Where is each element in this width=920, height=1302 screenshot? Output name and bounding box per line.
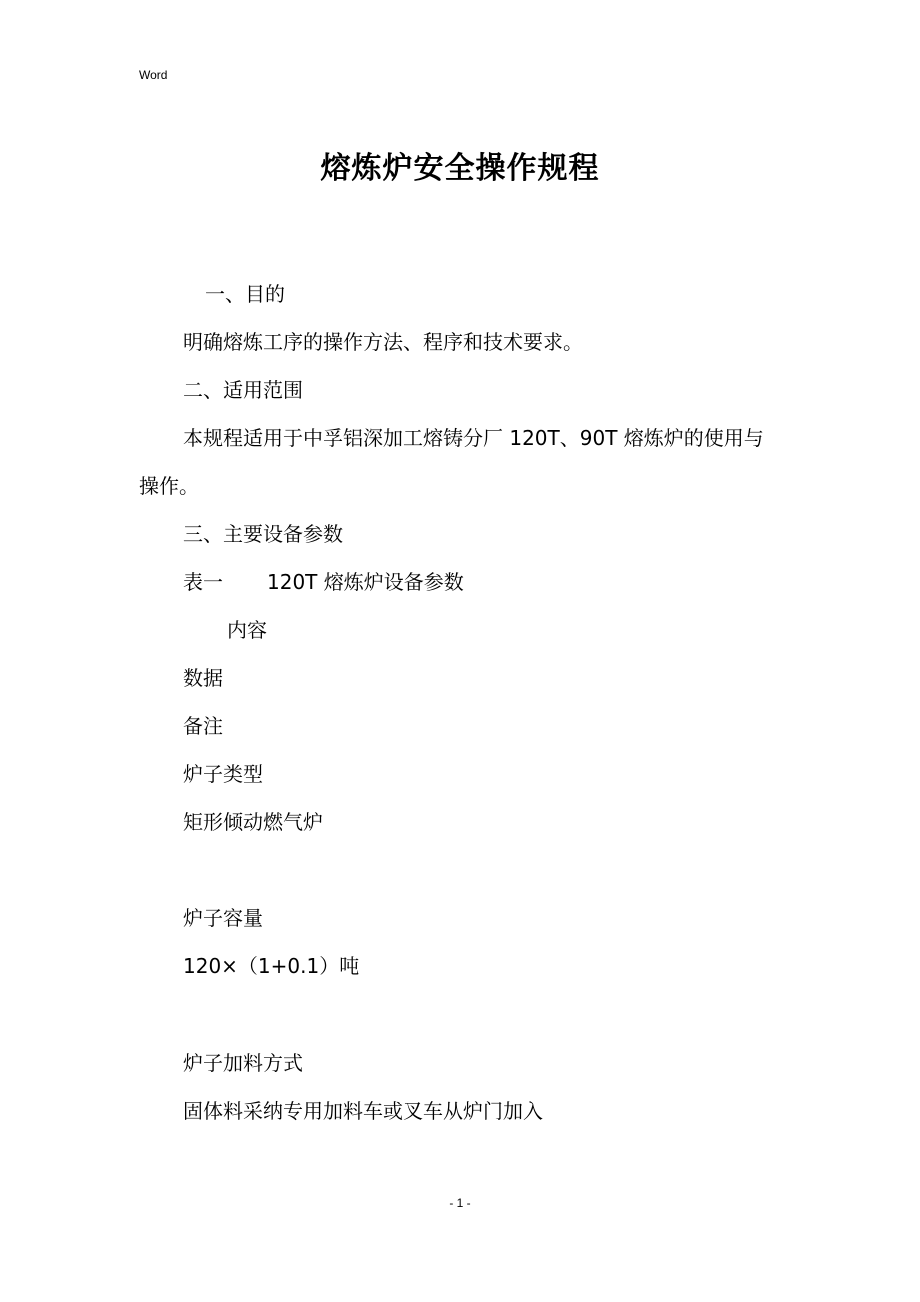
table-row-3-value: 固体料采纳专用加料车或叉车从炉门加入	[183, 1099, 543, 1123]
section2-heading: 二、适用范围	[183, 378, 303, 402]
table-row-1-item: 炉子类型	[183, 762, 263, 786]
section2-text-line2: 操作。	[139, 474, 199, 498]
table-caption-title: 120T 熔炼炉设备参数	[267, 570, 464, 594]
page-number: - 1 -	[449, 1196, 471, 1210]
table-caption-label: 表一	[183, 570, 223, 594]
header-label: Word	[139, 68, 168, 82]
table-header-content: 内容	[227, 618, 267, 642]
document-title: 熔炼炉安全操作规程	[320, 151, 600, 186]
table-header-remark: 备注	[183, 714, 223, 738]
table-row-3-item: 炉子加料方式	[183, 1051, 303, 1075]
section3-heading: 三、主要设备参数	[183, 522, 343, 546]
section1-text: 明确熔炼工序的操作方法、程序和技术要求。	[183, 330, 583, 354]
table-caption	[183, 570, 464, 594]
section1-heading: 一、目的	[205, 282, 285, 306]
table-header-data: 数据	[183, 666, 223, 690]
table-row-1-value: 矩形倾动燃气炉	[183, 810, 323, 834]
table-row-2-item: 炉子容量	[183, 906, 263, 930]
table-row-2-value: 120×（1+0.1）吨	[183, 954, 360, 978]
section2-text-line1: 本规程适用于中孚铝深加工熔铸分厂 120T、90T 熔炼炉的使用与	[183, 426, 764, 450]
